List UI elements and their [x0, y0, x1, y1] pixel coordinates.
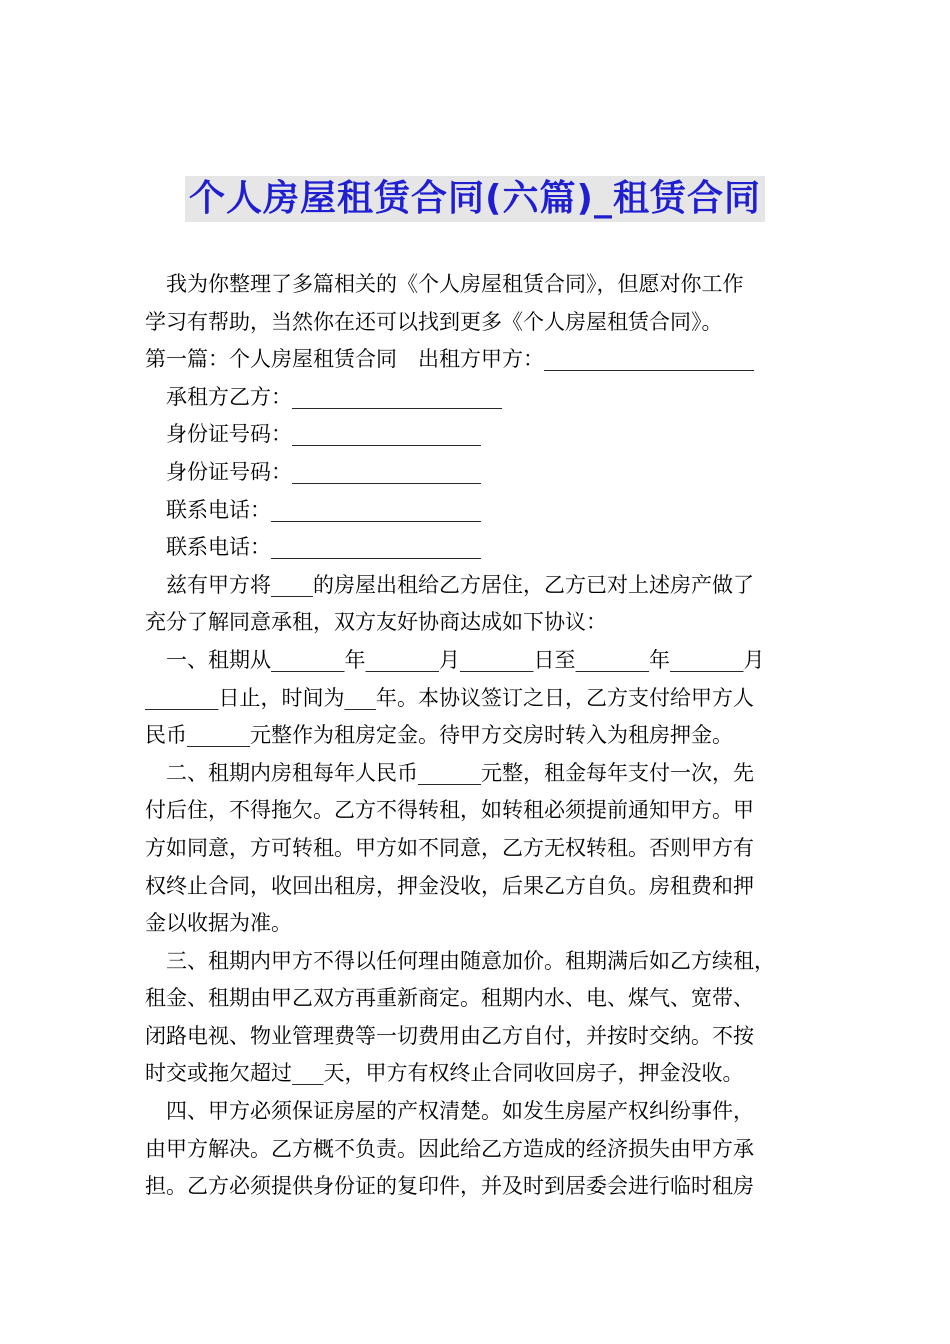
- text-line: 闭路电视、物业管理费等一切费用由乙方自付，并按时交纳。不按: [145, 1023, 754, 1048]
- text-line: 四、甲方必须保证房屋的产权清楚。如发生房屋产权纠纷事件，: [166, 1099, 754, 1124]
- text-line: 一、租期从_______年_______月_______日至_______年_______月: [166, 647, 765, 672]
- text-line: 充分了解同意承租，双方友好协商达成如下协议：: [145, 610, 607, 635]
- document-title: 个人房屋租赁合同(六篇)_租赁合同: [185, 176, 765, 222]
- title-container: [0, 176, 950, 222]
- text-line: 学习有帮助，当然你在还可以找到更多《个人房屋租赁合同》。: [145, 309, 723, 334]
- text-line: _______日止，时间为___年。本协议签订之日，乙方支付给甲方人: [145, 685, 754, 710]
- text-line: 金以收据为准。: [145, 911, 292, 936]
- text-line: 担。乙方必须提供身份证的复印件，并及时到居委会进行临时租房: [145, 1174, 754, 1199]
- text-line: 联系电话：____________________: [166, 497, 481, 522]
- text-line: 民币______元整作为租房定金。待甲方交房时转入为租房押金。: [145, 723, 733, 748]
- text-line: 时交或拖欠超过___天，甲方有权终止合同收回房子，押金没收。: [145, 1061, 744, 1086]
- text-line: 权终止合同，收回出租房，押金没收，后果乙方自负。房租费和押: [145, 873, 754, 898]
- text-line: 二、租期内房租每年人民币______元整，租金每年支付一次，先: [166, 760, 754, 785]
- text-line: 身份证号码：__________________: [166, 459, 481, 484]
- text-line: 方如同意，方可转租。甲方如不同意，乙方无权转租。否则甲方有: [145, 835, 754, 860]
- text-line: 付后住，不得拖欠。乙方不得转租，如转租必须提前通知甲方。甲: [145, 798, 754, 823]
- text-line: 我为你整理了多篇相关的《个人房屋租赁合同》，但愿对你工作: [166, 272, 744, 296]
- text-line: 兹有甲方将____的房屋出租给乙方居住，乙方已对上述房产做了: [166, 572, 754, 597]
- text-line: 三、租期内甲方不得以任何理由随意加价。租期满后如乙方续租，: [166, 948, 775, 973]
- text-line: 租金、租期由甲乙双方再重新商定。租期内水、电、煤气、宽带、: [145, 986, 754, 1011]
- text-line: 身份证号码：__________________: [166, 422, 481, 447]
- text-line: 第一篇：个人房屋租赁合同 出租方甲方：____________________: [145, 347, 754, 372]
- text-line: 由甲方解决。乙方概不负责。因此给乙方造成的经济损失由甲方承: [145, 1136, 754, 1161]
- text-line: 联系电话：____________________: [166, 535, 481, 560]
- text-line: 承租方乙方：____________________: [166, 384, 502, 409]
- document-body: [145, 266, 825, 1206]
